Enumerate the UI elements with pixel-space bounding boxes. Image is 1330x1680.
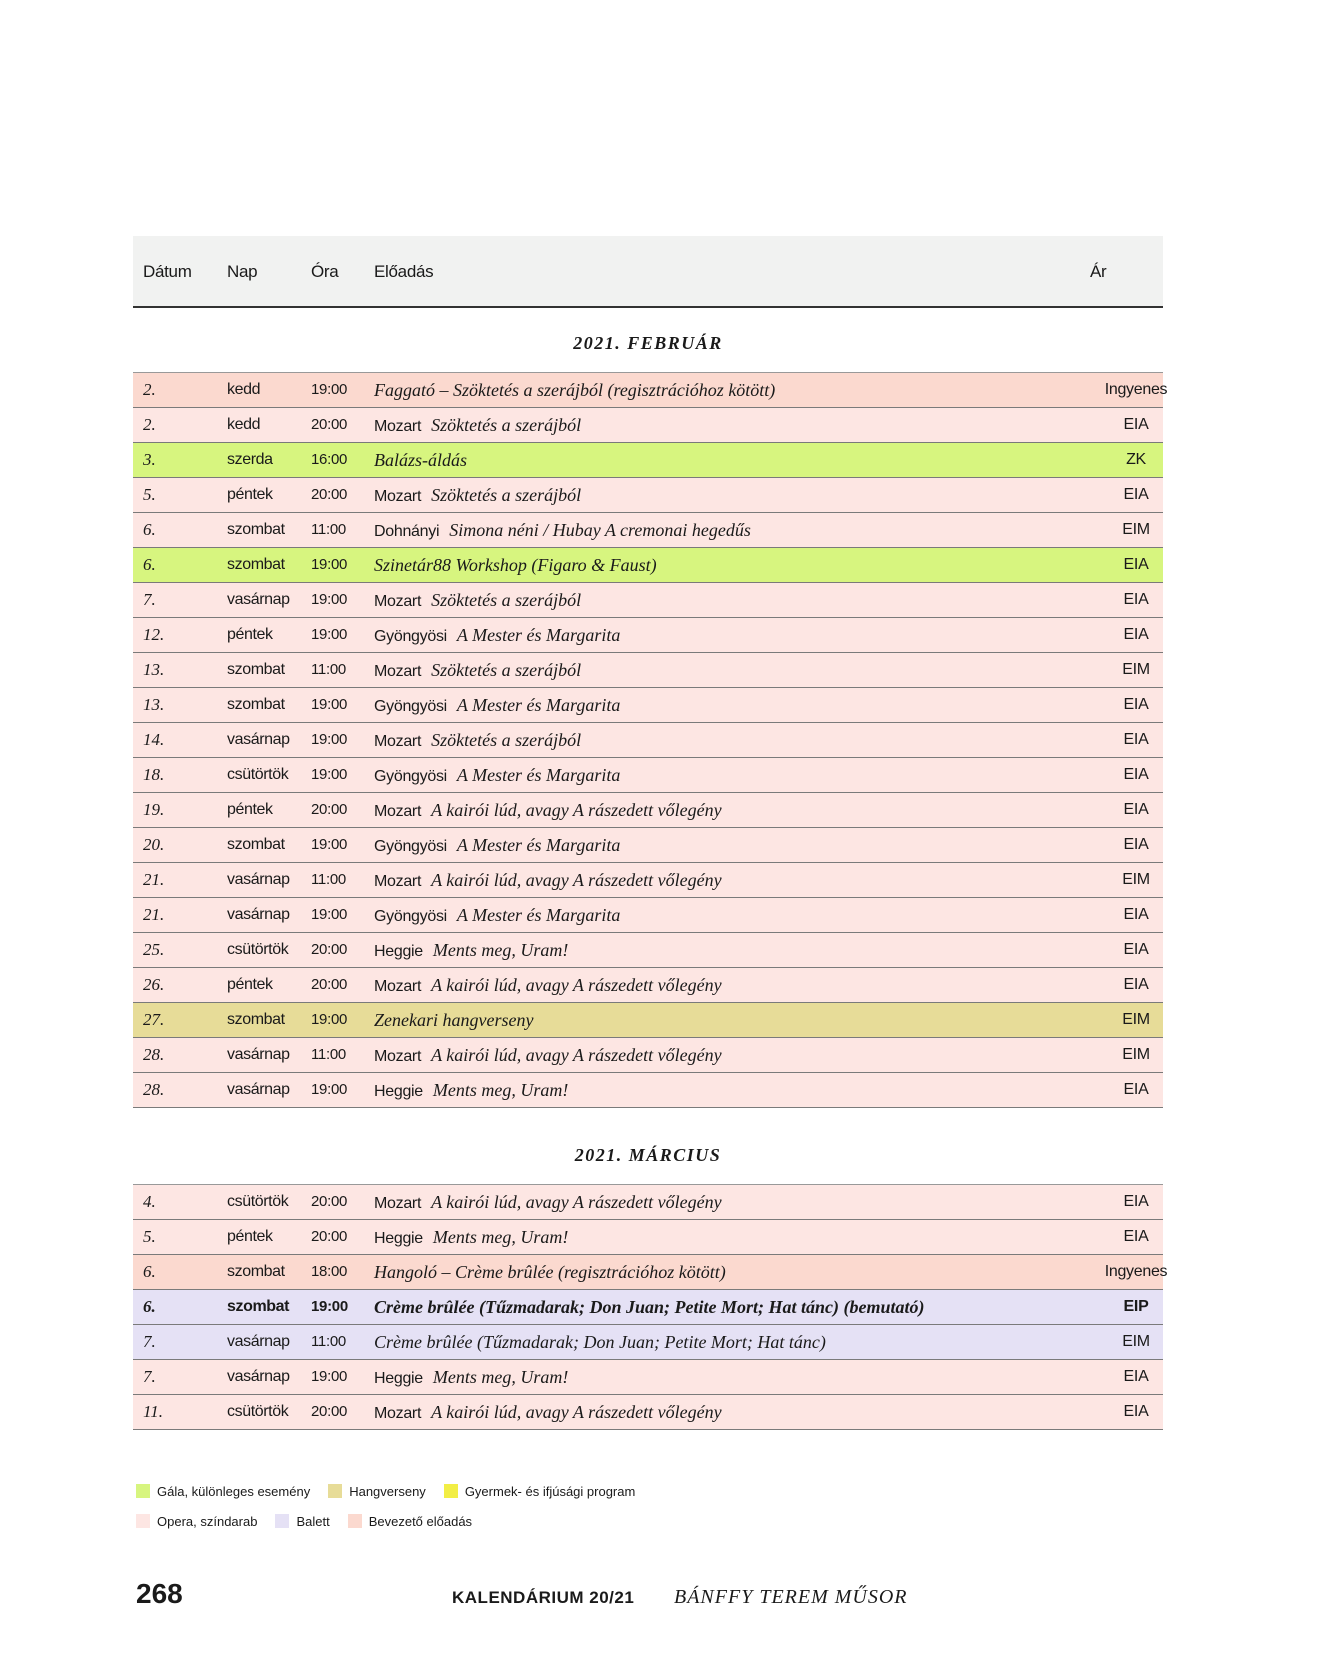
row-day: szombat (227, 521, 285, 538)
row-date: 20. (143, 835, 165, 854)
legend-item (275, 1514, 329, 1529)
row-title: A Mester és Margarita (456, 835, 621, 855)
legend-row (136, 1506, 653, 1536)
table-row (133, 1185, 1163, 1220)
row-date: 28. (143, 1045, 165, 1064)
row-price: EIM (1122, 661, 1150, 678)
row-time: 19:00 (311, 556, 348, 573)
legend-swatch (136, 1484, 150, 1498)
row-time: 19:00 (311, 1298, 348, 1315)
header-price: Ár (1090, 262, 1107, 281)
row-show (374, 548, 657, 584)
legend-swatch (136, 1514, 150, 1528)
row-day: szombat (227, 1263, 285, 1280)
row-title: Szöktetés a szerájból (431, 730, 582, 750)
row-date: 5. (143, 1227, 156, 1246)
row-day: péntek (227, 1228, 273, 1245)
row-date: 13. (143, 660, 165, 679)
row-title: Crème brûlée (Tűzmadarak; Don Juan; Petite Mort; Hat tánc) (374, 1332, 826, 1352)
row-time: 11:00 (311, 1046, 346, 1063)
row-title: Zenekari hangverseny (374, 1010, 534, 1030)
row-composer: Gyöngyösi (374, 838, 447, 855)
row-show (374, 1185, 722, 1221)
row-title: Szöktetés a szerájból (431, 485, 582, 505)
row-show (374, 583, 581, 619)
row-day: vasárnap (227, 1046, 290, 1063)
row-show (374, 1073, 568, 1109)
legend-swatch (348, 1514, 362, 1528)
row-price: EIA (1123, 1081, 1149, 1098)
row-composer: Mozart (374, 593, 422, 610)
table-row (133, 583, 1163, 618)
row-day: csütörtök (227, 1193, 289, 1210)
table-row (133, 653, 1163, 688)
header-time: Óra (311, 262, 339, 281)
row-day: kedd (227, 416, 261, 433)
row-day: csütörtök (227, 1403, 289, 1420)
table-row (133, 1073, 1163, 1108)
table-row (133, 1325, 1163, 1360)
row-composer: Heggie (374, 943, 423, 960)
row-title: A Mester és Margarita (456, 695, 621, 715)
row-day: csütörtök (227, 766, 289, 783)
row-show (374, 828, 620, 864)
legend-item (444, 1484, 636, 1499)
row-show (374, 793, 722, 829)
row-date: 21. (143, 905, 165, 924)
row-price: EIA (1123, 696, 1149, 713)
row-show (374, 1220, 568, 1256)
table-row (133, 1038, 1163, 1073)
row-time: 19:00 (311, 766, 348, 783)
table-row (133, 548, 1163, 583)
row-title: Ments meg, Uram! (432, 940, 569, 960)
row-composer: Mozart (374, 733, 422, 750)
row-composer: Mozart (374, 418, 422, 435)
row-title: Faggató – Szöktetés a szerájból (regisztrációhoz kötött) (374, 380, 776, 400)
row-time: 19:00 (311, 1368, 348, 1385)
legend-row (136, 1476, 653, 1506)
row-day: vasárnap (227, 906, 290, 923)
row-time: 20:00 (311, 941, 348, 958)
row-time: 11:00 (311, 1333, 346, 1350)
legend-swatch (444, 1484, 458, 1498)
row-show (374, 933, 568, 969)
table-row (133, 1255, 1168, 1290)
table-row (133, 863, 1163, 898)
row-time: 19:00 (311, 1081, 348, 1098)
row-price: EIM (1122, 1011, 1150, 1028)
row-date: 13. (143, 695, 165, 714)
row-composer: Gyöngyösi (374, 908, 447, 925)
row-title: Hangoló – Crème brûlée (regisztrációhoz kötött) (374, 1262, 726, 1282)
row-show (374, 1395, 722, 1431)
table-row (133, 478, 1163, 513)
row-day: szombat (227, 556, 285, 573)
row-title: Ments meg, Uram! (432, 1080, 569, 1100)
row-price: EIA (1123, 1403, 1149, 1420)
row-title: Ments meg, Uram! (432, 1367, 569, 1387)
row-date: 4. (143, 1192, 156, 1211)
month-heading: 2021. FEBRUÁR (133, 308, 1163, 373)
row-show (374, 408, 581, 444)
table-row (133, 968, 1163, 1003)
row-price: ZK (1126, 451, 1146, 468)
row-time: 20:00 (311, 1193, 348, 1210)
row-price: EIA (1123, 976, 1149, 993)
row-time: 19:00 (311, 836, 348, 853)
row-title: Szöktetés a szerájból (431, 415, 582, 435)
row-title: A kairói lúd, avagy A rászedett vőlegény (431, 870, 722, 890)
row-time: 19:00 (311, 731, 348, 748)
row-date: 25. (143, 940, 165, 959)
legend-label: Gála, különleges esemény (157, 1483, 311, 1499)
row-day: szombat (227, 1298, 290, 1315)
legend-label: Bevezető előadás (368, 1513, 473, 1529)
row-composer: Mozart (374, 803, 422, 820)
row-day: vasárnap (227, 871, 290, 888)
row-show (374, 1003, 533, 1039)
row-date: 6. (143, 520, 156, 539)
legend-label: Balett (296, 1513, 330, 1529)
row-price: EIP (1123, 1298, 1149, 1315)
row-date: 7. (143, 1367, 156, 1386)
row-title: A kairói lúd, avagy A rászedett vőlegény (431, 800, 722, 820)
row-time: 11:00 (311, 661, 346, 678)
row-day: péntek (227, 626, 273, 643)
row-price: EIM (1122, 1046, 1150, 1063)
row-show (374, 863, 722, 899)
row-day: szombat (227, 1011, 285, 1028)
row-price: EIA (1123, 766, 1149, 783)
legend (136, 1476, 653, 1536)
legend-item (136, 1484, 310, 1499)
row-date: 14. (143, 730, 165, 749)
row-composer: Dohnányi (374, 523, 440, 540)
table-body (133, 308, 1168, 1430)
row-show (374, 688, 620, 724)
row-title: A Mester és Margarita (456, 905, 621, 925)
row-title: Szöktetés a szerájból (431, 660, 582, 680)
row-price: EIA (1123, 836, 1149, 853)
table-row (133, 408, 1163, 443)
row-time: 16:00 (311, 451, 348, 468)
row-composer: Mozart (374, 663, 422, 680)
row-title: Balázs-áldás (374, 450, 468, 470)
row-time: 20:00 (311, 1228, 348, 1245)
row-time: 19:00 (311, 1011, 348, 1028)
table-row (133, 1003, 1163, 1038)
page-number: 268 (136, 1578, 183, 1609)
row-date: 6. (143, 555, 156, 574)
row-title: A kairói lúd, avagy A rászedett vőlegény (431, 1045, 722, 1065)
row-time: 11:00 (311, 521, 346, 538)
row-day: vasárnap (227, 1368, 290, 1385)
row-composer: Heggie (374, 1230, 423, 1247)
row-price: EIA (1123, 1228, 1149, 1245)
row-title: Crème brûlée (Tűzmadarak; Don Juan; Petite Mort; Hat tánc) (bemutató) (374, 1297, 925, 1317)
row-show (374, 478, 581, 514)
row-time: 19:00 (311, 626, 348, 643)
row-show (374, 723, 581, 759)
row-time: 19:00 (311, 906, 348, 923)
row-price: EIM (1122, 521, 1150, 538)
row-price: EIA (1123, 626, 1149, 643)
table-row (133, 688, 1163, 723)
row-composer: Mozart (374, 1195, 422, 1212)
row-price: Ingyenes (1104, 381, 1168, 398)
page-footer (0, 1578, 1330, 1618)
row-show (374, 758, 620, 794)
row-price: EIA (1123, 556, 1149, 573)
row-day: csütörtök (227, 941, 289, 958)
legend-item (328, 1484, 426, 1499)
row-time: 20:00 (311, 976, 348, 993)
row-show (374, 1290, 925, 1326)
row-date: 18. (143, 765, 165, 784)
table-row (133, 758, 1163, 793)
row-composer: Gyöngyösi (374, 698, 447, 715)
row-show (374, 1360, 568, 1396)
row-price: EIA (1123, 731, 1149, 748)
row-time: 11:00 (311, 871, 346, 888)
row-date: 21. (143, 870, 165, 889)
legend-label: Hangverseny (349, 1483, 426, 1499)
publication-title: KALENDÁRIUM 20/21 (452, 1588, 635, 1607)
table-row (133, 618, 1163, 653)
row-date: 19. (143, 800, 165, 819)
row-day: kedd (227, 381, 261, 398)
row-date: 2. (143, 415, 156, 434)
row-price: EIM (1122, 871, 1150, 888)
row-show (374, 1038, 722, 1074)
row-price: EIA (1123, 416, 1149, 433)
legend-item (136, 1514, 257, 1529)
row-price: EIA (1123, 941, 1149, 958)
row-day: szerda (227, 451, 273, 468)
table-row (133, 793, 1163, 828)
row-composer: Mozart (374, 978, 422, 995)
schedule-table (133, 236, 1168, 1430)
row-day: péntek (227, 976, 273, 993)
row-title: A kairói lúd, avagy A rászedett vőlegény (431, 1402, 722, 1422)
row-show (374, 1325, 826, 1361)
row-time: 19:00 (311, 591, 348, 608)
row-time: 20:00 (311, 801, 348, 818)
row-title: Szöktetés a szerájból (431, 590, 582, 610)
table-row (133, 1220, 1163, 1255)
row-composer: Mozart (374, 1405, 422, 1422)
table-row (133, 1360, 1163, 1395)
row-price: EIA (1123, 906, 1149, 923)
row-date: 12. (143, 625, 165, 644)
row-time: 20:00 (311, 486, 348, 503)
row-price: Ingyenes (1104, 1263, 1168, 1280)
table-header (133, 236, 1163, 308)
row-composer: Heggie (374, 1083, 423, 1100)
legend-label: Opera, színdarab (157, 1513, 258, 1529)
row-composer: Gyöngyösi (374, 628, 447, 645)
header-day: Nap (227, 262, 258, 281)
row-day: szombat (227, 696, 285, 713)
row-time: 20:00 (311, 416, 348, 433)
row-date: 6. (143, 1297, 156, 1316)
table-row (133, 723, 1163, 758)
row-day: péntek (227, 801, 273, 818)
row-day: vasárnap (227, 591, 290, 608)
row-date: 11. (143, 1402, 163, 1421)
row-title: A Mester és Margarita (456, 625, 621, 645)
row-title: A Mester és Margarita (456, 765, 621, 785)
row-date: 27. (143, 1010, 165, 1029)
header-date: Dátum (143, 262, 192, 281)
row-date: 6. (143, 1262, 156, 1281)
row-title: A kairói lúd, avagy A rászedett vőlegény (431, 975, 722, 995)
row-composer: Mozart (374, 488, 422, 505)
row-date: 28. (143, 1080, 165, 1099)
table-row (133, 1395, 1163, 1430)
table-row (133, 443, 1163, 478)
row-composer: Mozart (374, 1048, 422, 1065)
legend-swatch (328, 1484, 342, 1498)
row-title: Ments meg, Uram! (432, 1227, 569, 1247)
row-date: 7. (143, 1332, 156, 1351)
section-title: BÁNFFY TEREM MŰSOR (674, 1586, 908, 1608)
row-date: 7. (143, 590, 156, 609)
table-row (133, 933, 1163, 968)
header-show: Előadás (374, 262, 434, 281)
row-price: EIM (1122, 1333, 1150, 1350)
table-row (133, 898, 1163, 933)
table-row (133, 1290, 1163, 1325)
row-time: 20:00 (311, 1403, 348, 1420)
table-row (133, 373, 1168, 408)
row-show (374, 513, 751, 549)
row-day: vasárnap (227, 1333, 290, 1350)
row-day: vasárnap (227, 1081, 290, 1098)
row-price: EIA (1123, 591, 1149, 608)
table-row (133, 828, 1163, 863)
row-price: EIA (1123, 1193, 1149, 1210)
row-date: 3. (143, 450, 156, 469)
table-row (133, 513, 1163, 548)
row-day: vasárnap (227, 731, 290, 748)
row-price: EIA (1123, 801, 1149, 818)
row-time: 18:00 (311, 1263, 348, 1280)
row-day: szombat (227, 836, 285, 853)
row-show (374, 1255, 726, 1291)
row-date: 26. (143, 975, 165, 994)
row-show (374, 373, 775, 409)
row-date: 2. (143, 380, 156, 399)
row-show (374, 653, 581, 689)
row-show (374, 898, 620, 934)
row-date: 5. (143, 485, 156, 504)
legend-label: Gyermek- és ifjúsági program (464, 1483, 636, 1499)
row-title: Simona néni / Hubay A cremonai hegedűs (449, 520, 751, 540)
row-time: 19:00 (311, 381, 348, 398)
legend-item (348, 1514, 472, 1529)
row-composer: Mozart (374, 873, 422, 890)
row-price: EIA (1123, 486, 1149, 503)
row-show (374, 443, 467, 479)
row-composer: Gyöngyösi (374, 768, 447, 785)
month-heading: 2021. MÁRCIUS (133, 1120, 1163, 1185)
row-title: Szinetár88 Workshop (Figaro & Faust) (374, 555, 657, 575)
row-show (374, 618, 620, 654)
row-composer: Heggie (374, 1370, 423, 1387)
row-day: péntek (227, 486, 273, 503)
row-time: 19:00 (311, 696, 348, 713)
legend-swatch (275, 1514, 289, 1528)
row-price: EIA (1123, 1368, 1149, 1385)
row-title: A kairói lúd, avagy A rászedett vőlegény (431, 1192, 722, 1212)
row-day: szombat (227, 661, 285, 678)
row-show (374, 968, 722, 1004)
